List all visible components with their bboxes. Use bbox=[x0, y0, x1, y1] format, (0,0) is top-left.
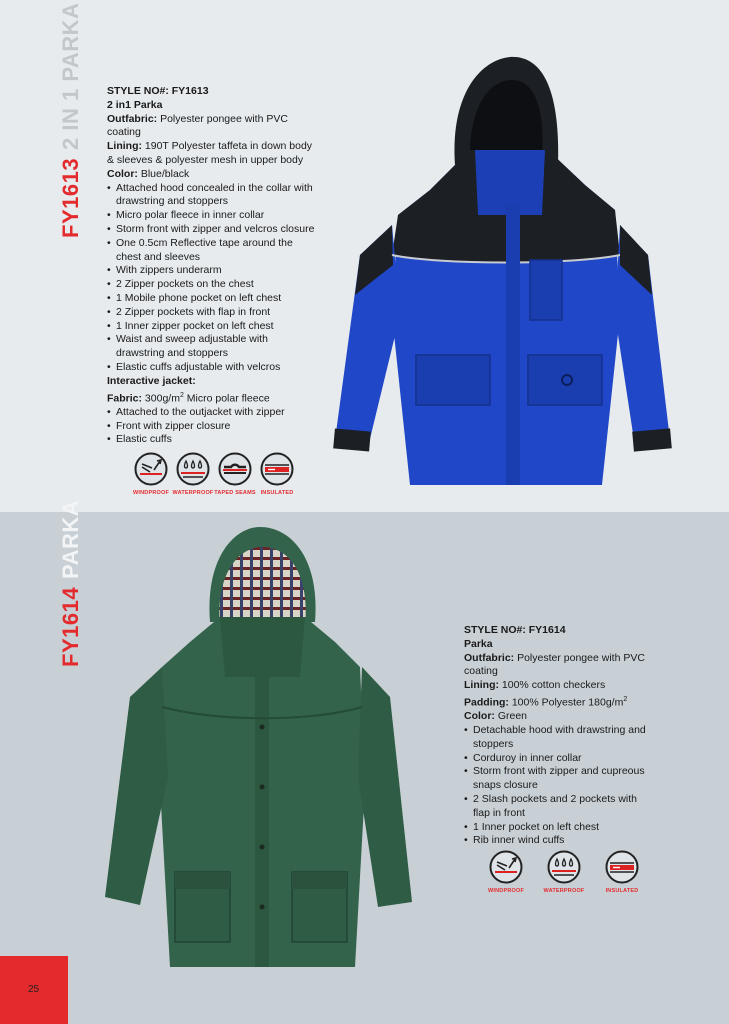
product-type: 2 in1 Parka bbox=[107, 98, 163, 111]
list-item: • 1 Mobile phone pocket on left chest bbox=[107, 292, 315, 306]
list-item: • Storm front with zipper and velcros closure bbox=[107, 223, 315, 237]
waterproof-icon bbox=[176, 452, 210, 486]
product-type: Parka bbox=[464, 637, 493, 650]
list-item: • 1 Inner zipper pocket on left chest bbox=[107, 320, 315, 334]
list-item: • Elastic cuffs bbox=[107, 433, 315, 447]
padding-line: Padding: 100% Polyester $180g/m^2$ bbox=[464, 695, 628, 709]
feature-icons bbox=[478, 850, 650, 894]
style-number: STYLE NO#: FY1613 bbox=[107, 85, 209, 97]
color-line: Color: Blue/black bbox=[107, 167, 190, 180]
list-item: • 2 Slash pockets and 2 pockets with flap in front bbox=[464, 793, 654, 821]
style-number: STYLE NO#: FY1614 bbox=[464, 624, 566, 636]
product-title-vertical bbox=[58, 500, 84, 667]
list-item: • 2 Zipper pockets on the chest bbox=[107, 278, 315, 292]
feature-icon-waterproof: WATERPROOF bbox=[536, 850, 592, 894]
list-item: • Attached to the outjacket with zipper bbox=[107, 406, 315, 420]
list-item: • Attached hood concealed in the collar with drawstring and stoppers bbox=[107, 182, 315, 210]
outfabric-line: Outfabric: Polyester pongee with PVC coating bbox=[107, 112, 288, 139]
product-name: PARKA bbox=[58, 499, 83, 579]
windproof-icon bbox=[134, 452, 168, 486]
list-item: • Elastic cuffs adjustable with velcros bbox=[107, 361, 315, 375]
spec-block bbox=[107, 85, 315, 447]
taped-seams-icon bbox=[218, 452, 252, 486]
interactive-heading: Interactive jacket: bbox=[107, 374, 196, 387]
feature-icon-windproof: WINDPROOF bbox=[130, 452, 172, 496]
list-item: • Rib inner wind cuffs bbox=[464, 834, 654, 848]
feature-icons bbox=[130, 452, 298, 496]
lining-line: Lining: 100% cotton checkers bbox=[464, 679, 606, 692]
outfabric-line: Outfabric: Polyester pongee with PVC coating bbox=[464, 651, 645, 678]
product-code: FY1613 bbox=[58, 157, 83, 238]
spec-block bbox=[464, 624, 654, 848]
list-item: • One 0.5cm Reflective tape around the chest and sleeves bbox=[107, 237, 315, 265]
feature-icon-insulated: INSULATED bbox=[256, 452, 298, 496]
insulated-icon bbox=[605, 850, 639, 884]
color-line: Color: Green bbox=[464, 710, 528, 723]
list-item: • 1 Inner pocket on left chest bbox=[464, 821, 654, 835]
list-item: • 2 Zipper pockets with flap in front bbox=[107, 306, 315, 320]
list-item: • Corduroy in inner collar bbox=[464, 752, 654, 766]
interactive-feature-list bbox=[107, 406, 315, 447]
waterproof-icon bbox=[547, 850, 581, 884]
product-fy1614-panel bbox=[0, 499, 729, 1024]
windproof-icon bbox=[489, 850, 523, 884]
fabric-line: Fabric: $300g/m^2$ Micro polar fleece bbox=[107, 391, 270, 405]
feature-icon-insulated: INSULATED bbox=[594, 850, 650, 894]
product-code: FY1614 bbox=[58, 586, 83, 667]
list-item: • With zippers underarm bbox=[107, 264, 315, 278]
list-item: • Front with zipper closure bbox=[107, 420, 315, 434]
jacket-fy1613-image bbox=[330, 55, 675, 495]
feature-icon-waterproof: WATERPROOF bbox=[172, 452, 214, 496]
lining-line: Lining: 190T Polyester taffeta in down body & sleeves & polyester mesh in upper body bbox=[107, 140, 313, 166]
insulated-icon bbox=[260, 452, 294, 486]
list-item: • Waist and sweep adjustable with drawstring and stoppers bbox=[107, 333, 315, 361]
product-name: 2 IN 1 PARKA bbox=[58, 2, 83, 150]
feature-list bbox=[464, 724, 654, 848]
feature-list bbox=[107, 182, 315, 375]
page-number: 25 bbox=[28, 984, 40, 995]
list-item: • Micro polar fleece in inner collar bbox=[107, 209, 315, 223]
list-item: • Detachable hood with drawstring and stoppers bbox=[464, 724, 654, 752]
feature-icon-taped-seams: TAPED SEAMS bbox=[214, 452, 256, 496]
jacket-fy1614-image bbox=[100, 527, 420, 987]
list-item: • Storm front with zipper and cupreous snaps closure bbox=[464, 765, 654, 793]
feature-icon-windproof: WINDPROOF bbox=[478, 850, 534, 894]
product-title-vertical bbox=[58, 3, 84, 238]
